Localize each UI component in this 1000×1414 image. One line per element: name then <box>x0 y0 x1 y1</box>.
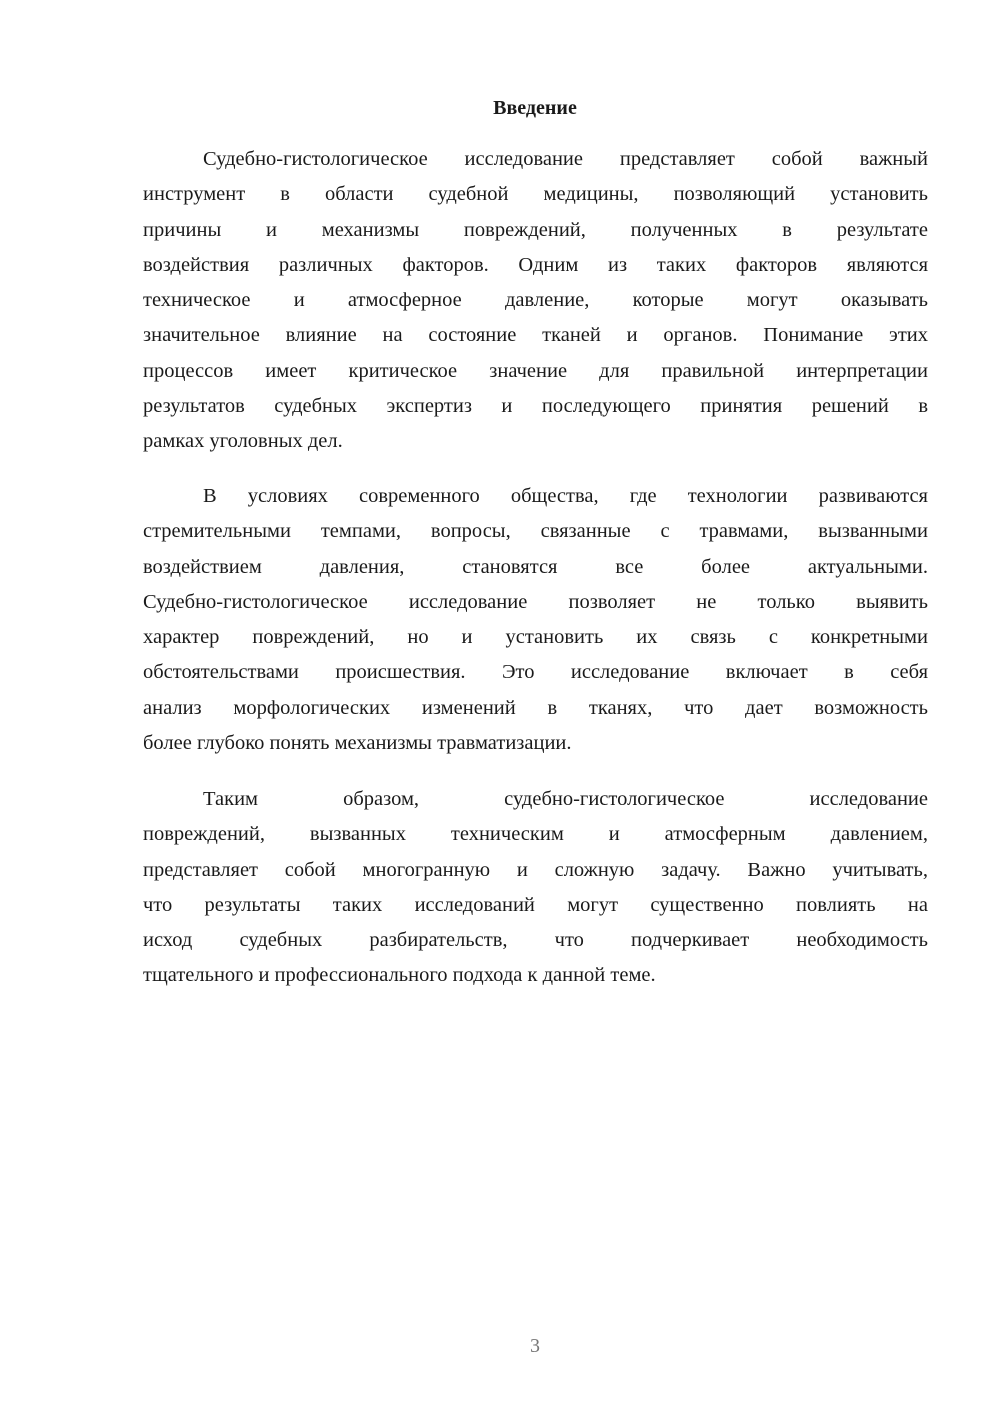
text-line: Судебно-гистологическое исследование представляет собой важный <box>203 148 928 170</box>
paragraph-2 <box>143 479 928 761</box>
text-line: процессов имеет критическое значение для правильной интерпретации <box>143 359 928 382</box>
text-line: Судебно-гистологическое исследование позволяет не только выявить <box>143 590 928 613</box>
text-line: характер повреждений, но и установить их связь с конкретными <box>143 626 928 649</box>
text-line: воздействием давления, становятся все более актуальными. <box>143 555 928 578</box>
paragraph-1 <box>143 142 928 460</box>
text-line: тщательного и профессионального подхода к данной теме. <box>143 964 656 987</box>
text-line: представляет собой многогранную и сложную задачу. Важно учитывать, <box>143 858 928 881</box>
text-line: техническое и атмосферное давление, которые могут оказывать <box>143 289 928 312</box>
text-line: повреждений, вызванных техническим и атмосферным давлением, <box>143 823 928 846</box>
text-line: анализ морфологических изменений в тканях, что дает возможность <box>143 696 928 719</box>
text-line: исход судебных разбирательств, что подчеркивает необходимость <box>143 929 928 952</box>
text-line: обстоятельствами происшествия. Это исследование включает в себя <box>143 661 928 684</box>
text-line: стремительными темпами, вопросы, связанные с травмами, вызванными <box>143 520 928 543</box>
text-line: значительное влияние на состояние тканей и органов. Понимание этих <box>143 324 928 347</box>
page-number: 3 <box>530 1335 540 1357</box>
text-line: причины и механизмы повреждений, полученных в результате <box>143 218 928 241</box>
text-line: воздействия различных факторов. Одним из таких факторов являются <box>143 253 928 276</box>
text-line: результатов судебных экспертиз и последующего принятия решений в <box>143 395 928 418</box>
section-title: Введение <box>493 97 577 119</box>
text-line: Таким образом, судебно-гистологическое исследование <box>203 788 928 810</box>
text-line: что результаты таких исследований могут существенно повлиять на <box>143 893 928 916</box>
text-line: инструмент в области судебной медицины, позволяющий установить <box>143 183 928 206</box>
paragraph-3 <box>143 782 928 994</box>
text-line: В условиях современного общества, где технологии развиваются <box>203 485 928 507</box>
text-line: рамках уголовных дел. <box>143 430 343 453</box>
text-line: более глубоко понять механизмы травматизации. <box>143 732 572 755</box>
